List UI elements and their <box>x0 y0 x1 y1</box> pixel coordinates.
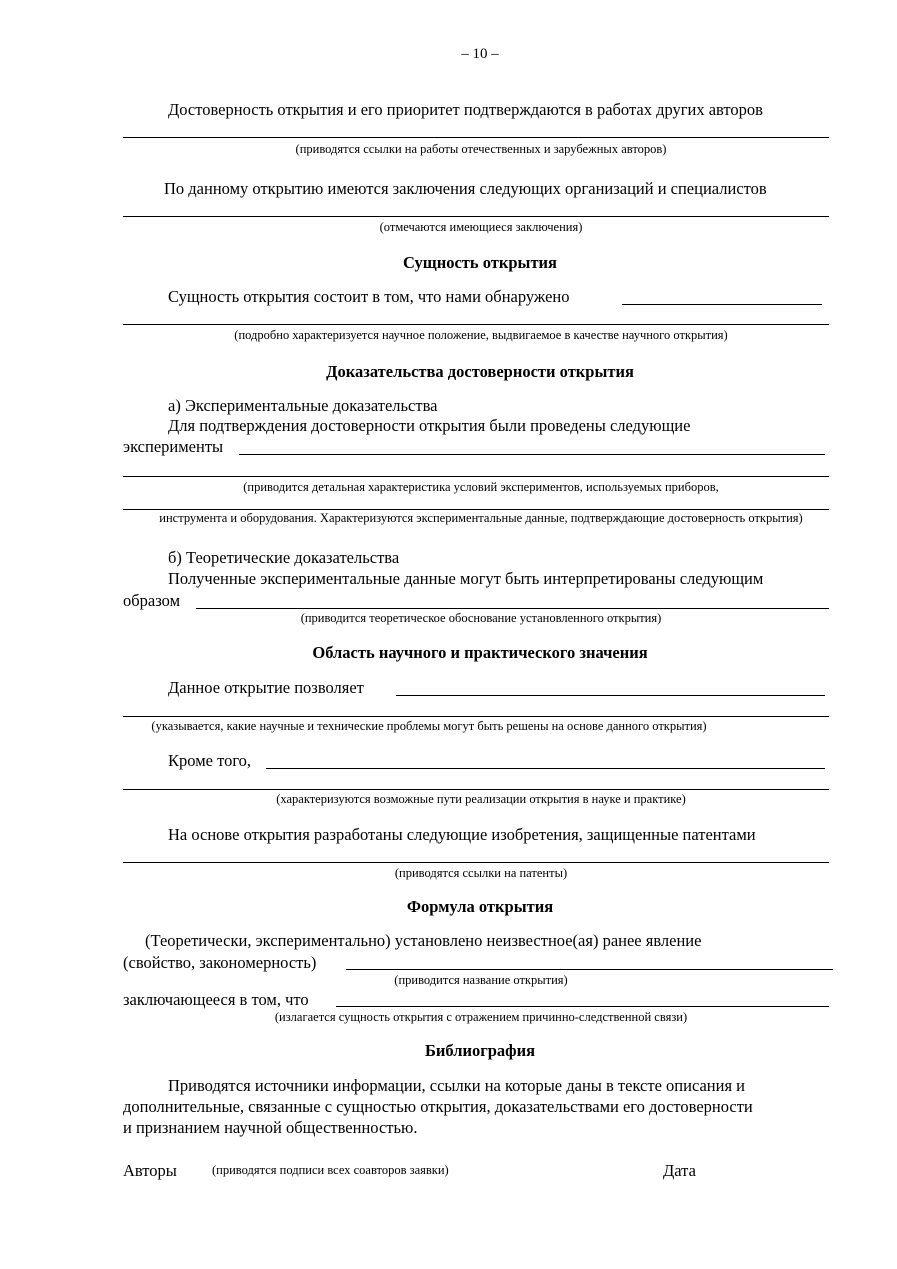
confirmation-text: Достоверность открытия и его приоритет подтверждаются в работах других авторов <box>168 100 763 119</box>
allows-text: Данное открытие позволяет <box>168 678 364 697</box>
essence-line-1[interactable] <box>622 304 822 305</box>
experimental-hint-2: инструмента и оборудования. Характеризуются экспериментальные данные, подтверждающие достоверность открытия) <box>159 511 803 525</box>
evidence-heading: Доказательства достоверности открытия <box>326 362 634 381</box>
conclusions-text: По данному открытию имеются заключения следующих организаций и специалистов <box>164 179 767 198</box>
experimental-field-line-1[interactable] <box>239 454 825 455</box>
experimental-line-1: Для подтверждения достоверности открытия были проведены следующие <box>168 416 691 435</box>
formula-line-2: (свойство, закономерность) <box>123 953 317 972</box>
confirmation-line[interactable] <box>123 137 829 138</box>
inventions-hint: (приводятся ссылки на патенты) <box>394 866 568 880</box>
date-label: Дата <box>663 1161 696 1180</box>
allows-field-line-2[interactable] <box>123 716 829 717</box>
conclusions-hint: (отмечаются имеющиеся заключения) <box>379 220 583 234</box>
experimental-line-2: эксперименты <box>123 437 224 456</box>
experimental-title: а) Экспериментальные доказательства <box>168 396 438 415</box>
theoretical-hint: (приводится теоретическое обоснование установленного открытия) <box>300 611 662 625</box>
theoretical-title: б) Теоретические доказательства <box>168 548 400 567</box>
bibliography-line-1: Приводятся источники информации, ссылки на которые даны в тексте описания и <box>168 1076 745 1095</box>
experimental-hint-1: (приводится детальная характеристика условий экспериментов, используемых приборов, <box>243 480 719 494</box>
essence-heading: Сущность открытия <box>403 253 557 272</box>
theoretical-field-line[interactable] <box>196 608 829 609</box>
besides-text: Кроме того, <box>168 751 252 770</box>
formula-heading: Формула открытия <box>406 897 554 916</box>
formula-field-line-1[interactable] <box>346 969 833 970</box>
besides-field-line-1[interactable] <box>266 768 825 769</box>
significance-heading: Область научного и практического значения <box>312 643 648 662</box>
authors-label: Авторы <box>123 1161 177 1180</box>
bibliography-line-3: и признанием научной общественностью. <box>123 1118 418 1137</box>
formula-line-1: (Теоретически, экспериментально) установлено неизвестное(ая) ранее явление <box>145 931 702 950</box>
essence-hint: (подробно характеризуется научное положение, выдвигаемое в качестве научного открытия) <box>234 328 728 342</box>
experimental-field-line-3[interactable] <box>123 509 829 510</box>
conclusions-line[interactable] <box>123 216 829 217</box>
allows-field-line-1[interactable] <box>396 695 825 696</box>
bibliography-line-2: дополнительные, связанные с сущностью открытия, доказательствами его достоверности <box>123 1097 753 1116</box>
formula-line-3: заключающееся в том, что <box>123 990 309 1009</box>
confirmation-hint: (приводятся ссылки на работы отечественных и зарубежных авторов) <box>295 142 667 156</box>
formula-hint-1: (приводится название открытия) <box>394 973 568 987</box>
page-number: – 10 – <box>461 46 499 62</box>
inventions-field-line[interactable] <box>123 862 829 863</box>
inventions-text: На основе открытия разработаны следующие изобретения, защищенные патентами <box>168 825 756 844</box>
formula-hint-2: (излагается сущность открытия с отражением причинно-следственной связи) <box>274 1010 688 1024</box>
bibliography-heading: Библиография <box>424 1041 536 1060</box>
essence-text: Сущность открытия состоит в том, что нами обнаружено <box>168 287 570 306</box>
theoretical-line-2: образом <box>123 591 181 610</box>
besides-field-line-2[interactable] <box>123 789 829 790</box>
formula-field-line-2[interactable] <box>336 1006 829 1007</box>
experimental-field-line-2[interactable] <box>123 476 829 477</box>
allows-hint: (указывается, какие научные и технические проблемы могут быть решены на основе данного открытия) <box>151 719 707 733</box>
essence-line-2[interactable] <box>123 324 829 325</box>
besides-hint: (характеризуются возможные пути реализации открытия в науке и практике) <box>276 792 686 806</box>
authors-hint: (приводятся подписи всех соавторов заявки) <box>212 1163 449 1177</box>
theoretical-line-1: Полученные экспериментальные данные могут быть интерпретированы следующим <box>168 569 764 588</box>
